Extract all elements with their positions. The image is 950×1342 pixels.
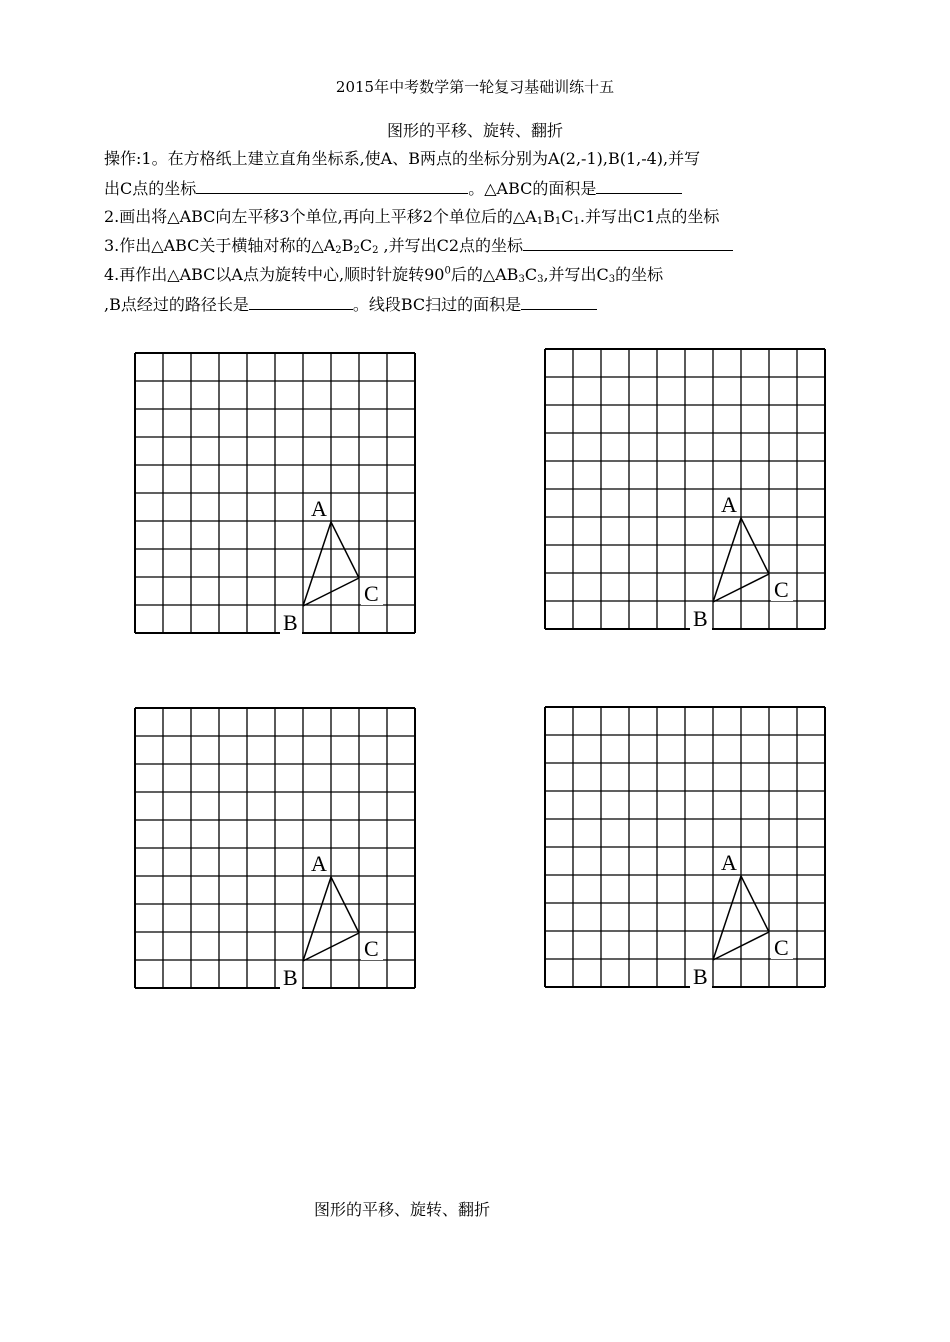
question-3-text: C — [359, 236, 373, 255]
grid-paper-4[interactable] — [538, 700, 838, 1000]
question-2-text: 2.画出将△ABC向左平移3个单位,再向上平移2个单位后的△A — [104, 207, 537, 226]
question-3-text: ,并写出C2点的坐标 — [378, 236, 524, 255]
answer-blank-c-coordinate[interactable] — [196, 177, 468, 194]
footer-title: 图形的平移、旋转、翻折 — [314, 1200, 491, 1219]
question-1-text: 操作:1。在方格纸上建立直角坐标系,使A、B两点的坐标分别为A(2,-1),B(1,-4),并写 — [104, 149, 701, 168]
subscript: 2 — [353, 245, 360, 256]
question-3-line — [104, 233, 733, 256]
vertex-label-b: B — [693, 964, 708, 989]
question-4-line-2 — [104, 292, 597, 315]
vertex-label-c: C — [364, 936, 379, 961]
subscript: 1 — [554, 216, 562, 227]
question-4-text: C — [524, 265, 538, 284]
question-4-line-1 — [104, 262, 663, 285]
question-1-c-prompt: 出C点的坐标 — [104, 179, 197, 198]
page-title: 2015年中考数学第一轮复习基础训练十五 — [335, 78, 615, 96]
question-2-line — [104, 204, 719, 227]
subscript: 3 — [608, 274, 616, 285]
vertex-label-a: A — [721, 850, 737, 875]
grid-paper-3[interactable] — [128, 701, 428, 1001]
question-3-text: 3.作出△ABC关于横轴对称的△A — [104, 236, 336, 255]
question-4-path-prompt: ,B点经过的路径长是 — [104, 295, 249, 314]
vertex-label-b: B — [283, 610, 298, 635]
question-4-text: 的坐标 — [615, 265, 664, 284]
vertex-label-c: C — [364, 581, 379, 606]
question-3-text: B — [341, 236, 354, 255]
question-4-text: 后的△AB — [450, 265, 519, 284]
grid-paper-2[interactable] — [538, 342, 838, 642]
vertex-label-a: A — [311, 496, 327, 521]
triangle-side-ac — [331, 522, 359, 578]
question-2-text: .并写出C1点的坐标 — [579, 207, 720, 226]
grid-paper-1[interactable] — [128, 346, 428, 646]
question-2-text: C — [561, 207, 574, 226]
question-1-line-1 — [104, 146, 700, 169]
triangle-side-ac — [331, 877, 359, 933]
subscript: 1 — [573, 216, 580, 227]
subscript: 3 — [537, 274, 544, 285]
vertex-label-c: C — [774, 935, 789, 960]
triangle-side-ac — [741, 876, 769, 932]
subscript: 2 — [335, 245, 342, 256]
vertex-label-c: C — [774, 577, 789, 602]
answer-blank-c2-coordinate[interactable] — [523, 234, 733, 251]
subscript: 1 — [536, 216, 544, 227]
vertex-label-b: B — [693, 606, 708, 631]
answer-blank-swept-area[interactable] — [521, 293, 597, 310]
question-2-text: B — [543, 207, 555, 226]
triangle-side-ac — [741, 518, 769, 574]
answer-blank-area[interactable] — [596, 177, 682, 194]
vertex-label-b: B — [283, 965, 298, 990]
vertex-label-a: A — [721, 492, 737, 517]
question-1-line-2 — [104, 176, 682, 199]
question-4-text: ,并写出C — [543, 265, 609, 284]
question-4-text: 4.再作出△ABC以A点为旋转中心,顺时针旋转90 — [104, 265, 445, 284]
vertex-label-a: A — [311, 851, 327, 876]
question-1-area-prompt: 。△ABC的面积是 — [468, 179, 597, 198]
question-4-swept-area-prompt: 。线段BC扫过的面积是 — [352, 295, 522, 314]
subscript: 2 — [372, 245, 379, 256]
superscript: 0 — [444, 265, 451, 277]
subscript: 3 — [518, 274, 525, 285]
answer-blank-path-length[interactable] — [249, 293, 353, 310]
section-subtitle: 图形的平移、旋转、翻折 — [386, 121, 563, 140]
